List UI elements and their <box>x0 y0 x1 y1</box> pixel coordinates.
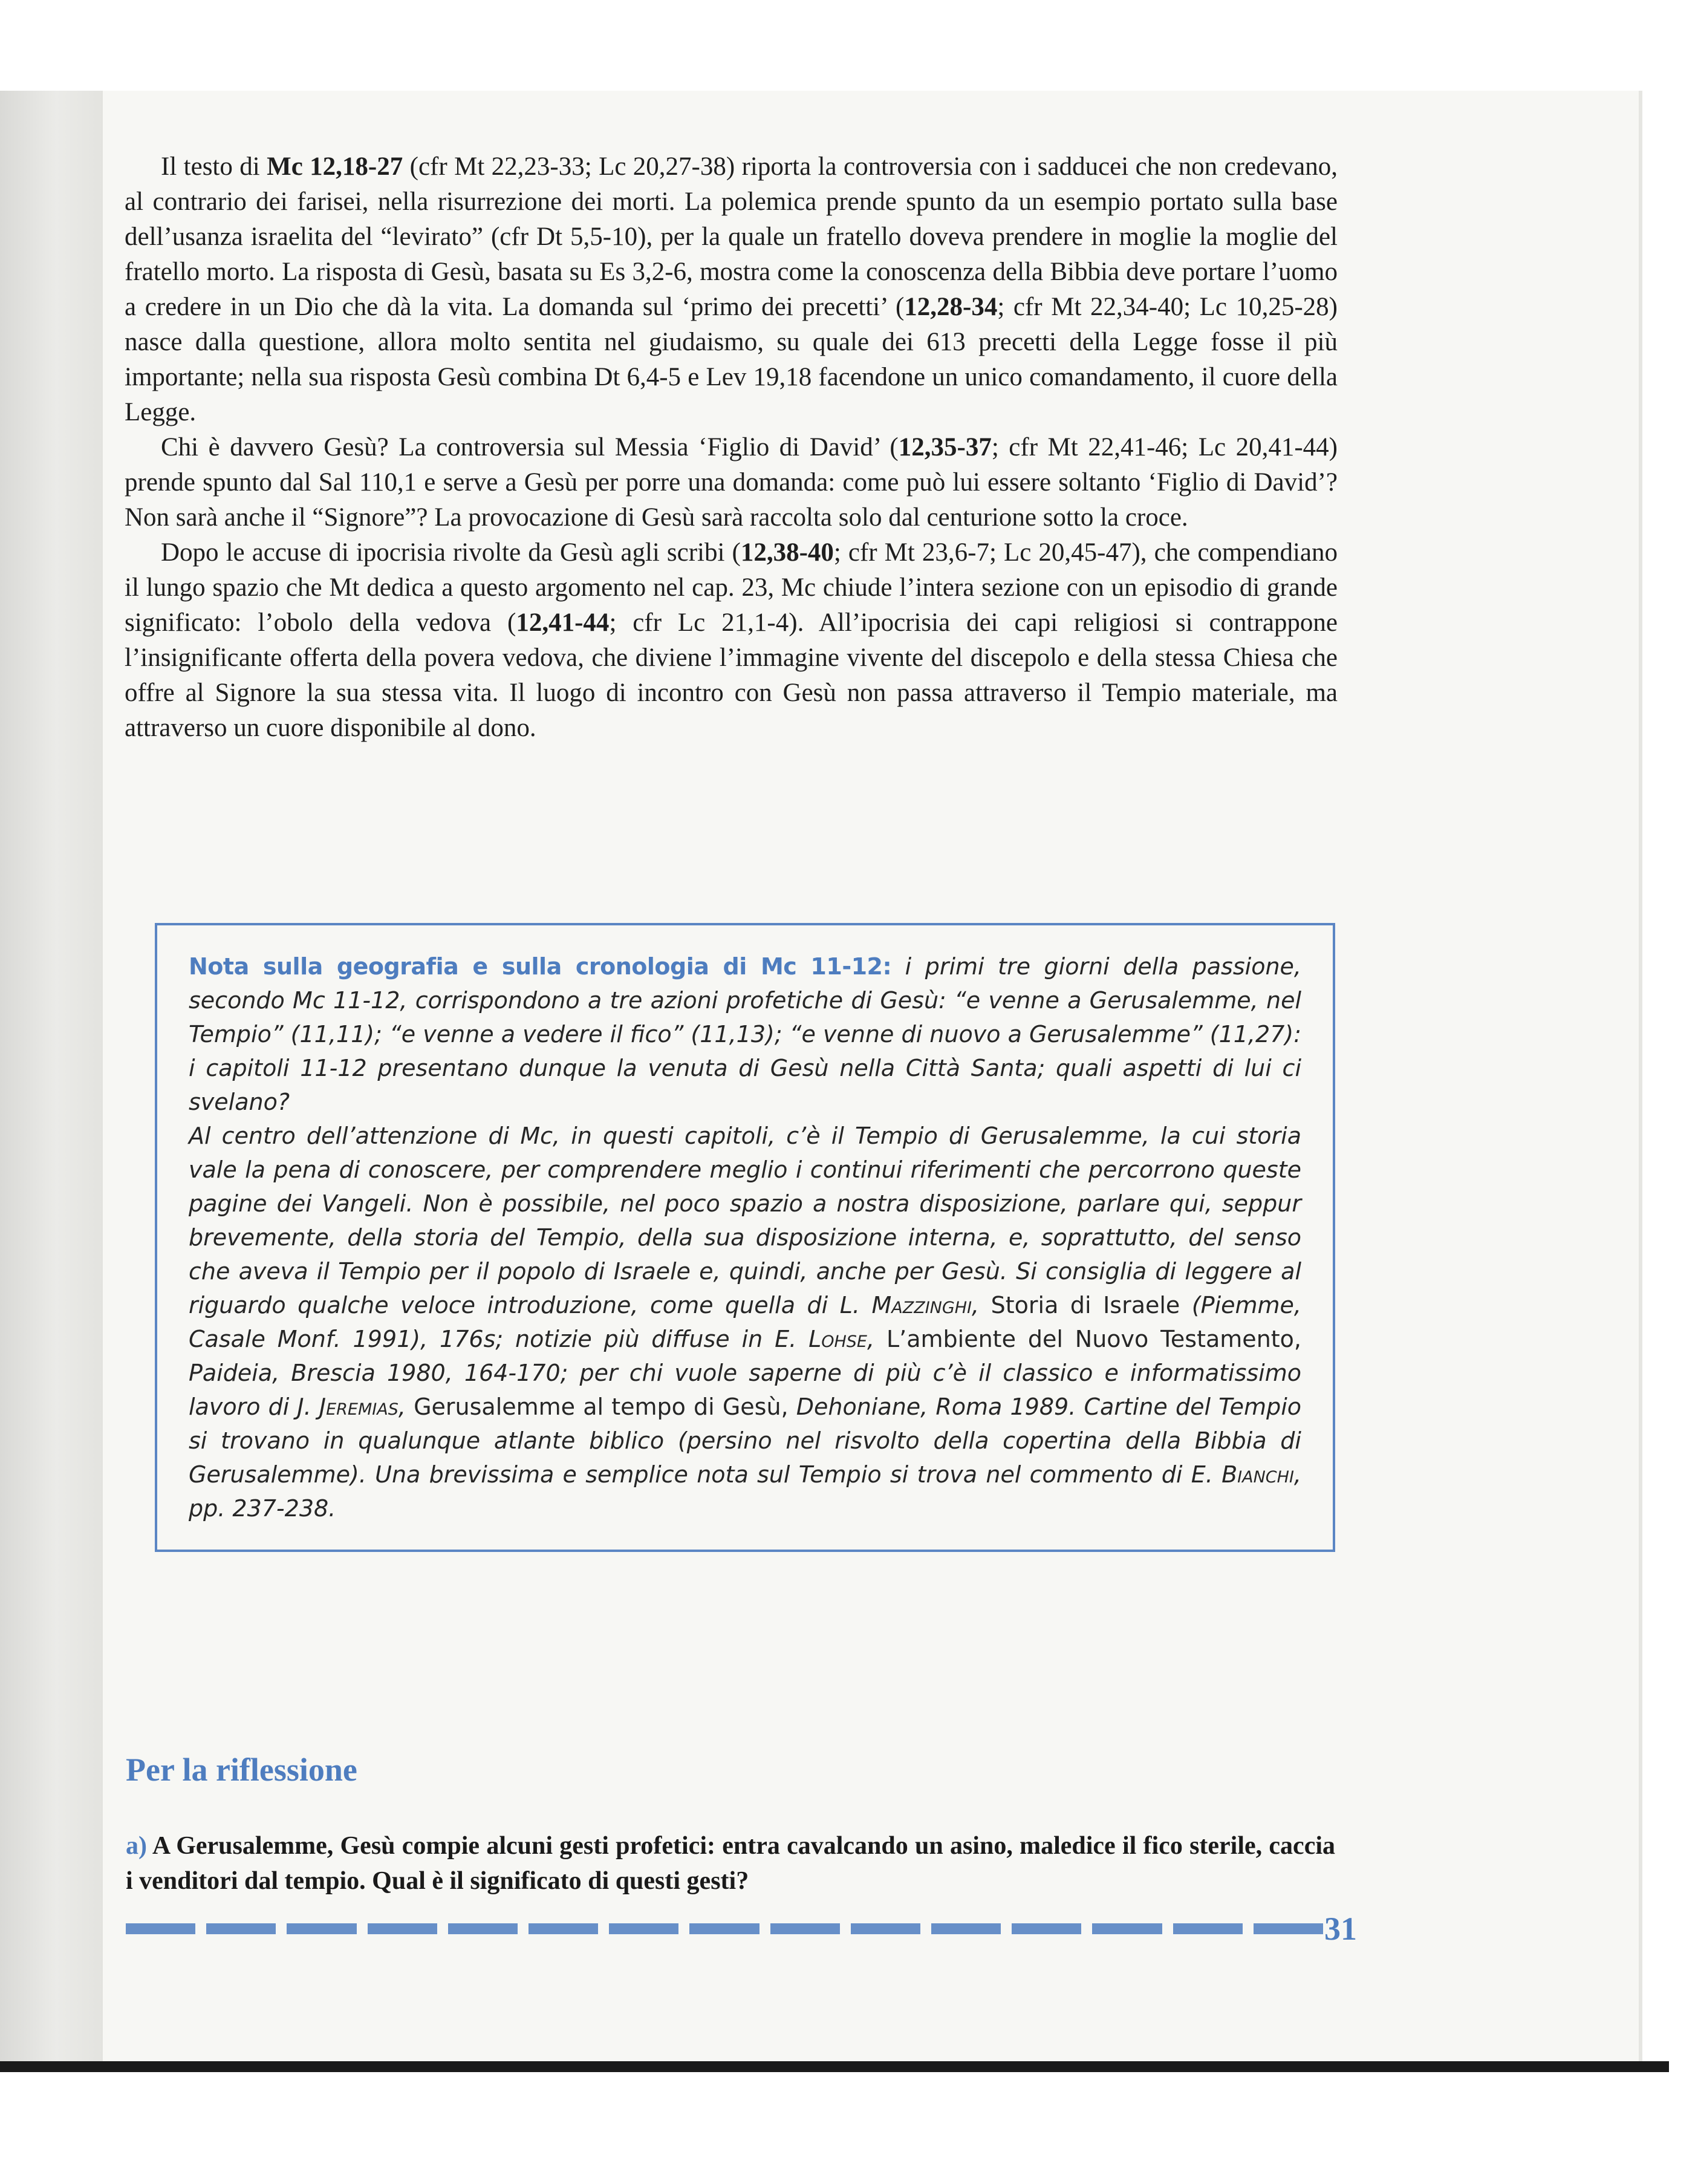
author-name: Lohse, <box>808 1326 875 1352</box>
paragraph-3 <box>125 535 1338 746</box>
page-number: 31 <box>1324 1911 1357 1947</box>
book-title: L’ambiente del Nuovo Testamento, <box>874 1326 1301 1352</box>
footer-decoration <box>126 1923 1323 1934</box>
note-paragraph-1 <box>189 950 1301 1119</box>
reflection-question <box>126 1828 1335 1899</box>
note-text: Dehoniane, Roma 1989. Cartine del Tempio si trovano in qualunque atlante biblico (persino nel risvolto della copertina della Bibbia di Gerusalemme). Una brevissima e semplice nota sul Tempio si trova nel commento di E. <box>189 1394 1302 1488</box>
question-text: A Gerusalemme, Gesù compie alcuni gesti profetici: entra cavalcando un asino, maledice il fico sterile, caccia i venditori dal tempio. Qual è il significato di questi gesti? <box>126 1832 1335 1895</box>
author-name: Jeremias, <box>319 1394 406 1420</box>
book-title: Storia di Israele <box>979 1292 1192 1319</box>
scan-bottom-shadow <box>0 2061 1669 2072</box>
body-text <box>125 149 1338 746</box>
bible-reference: 12,41-44 <box>516 608 610 637</box>
note-text: pp. 237-238. <box>189 1495 336 1522</box>
note-text: Paideia, Brescia 1980, 164-170; per chi vuole saperne di più c’è il classico e informatissimo lavoro di J. <box>189 1360 1301 1420</box>
note-paragraph-2 <box>189 1119 1301 1525</box>
text-run: ; cfr Lc 21,1-4). All’ipocrisia dei capi religiosi si contrappone l’insignificante offerta della povera vedova, che diviene l’immagine vivente del discepolo e della stessa Chiesa che offre al Signore la sua stessa vita. Il luogo di incontro con Gesù non passa attraverso il Tempio materiale, ma attraverso un cuore disponibile al dono. <box>125 608 1338 742</box>
text-run: ; cfr Mt 23,6-7; Lc 20,45-47), che compendiano il lungo spazio che Mt dedica a questo argomento nel cap. 23, Mc chiude l’intera sezione con un episodio di grande significato: l’obolo della vedova ( <box>125 538 1338 637</box>
bible-reference: 12,38-40 <box>740 538 834 567</box>
text-run: ; cfr Mt 22,41-46; Lc 20,41-44) prende spunto dal Sal 110,1 e serve a Gesù per porre una domanda: come può lui essere soltanto ‘Figlio di David’? Non sarà anche il “Signore”? La provocazione di Gesù sarà raccolta solo dal centurione sotto la croce. <box>125 433 1338 532</box>
scan-left-page-edge <box>0 91 103 2062</box>
bible-reference: 12,28-34 <box>904 293 998 321</box>
paragraph-2 <box>125 430 1338 535</box>
note-text: Al centro dell’attenzione di Mc, in questi capitoli, c’è il Tempio di Gerusalemme, la cui storia vale la pena di conoscere, per comprendere meglio i continui riferimenti che percorrono queste pagine dei Vangeli. Non è possibile, nel poco spazio a nostra disposizione, parlare qui, seppur brevemente, della storia del Tempio, della sua disposizione interna, e, soprattutto, del senso che aveva il Tempio per il popolo di Israele e, quindi, anche per Gesù. Si consiglia di leggere al riguardo qualche veloce introduzione, come quella di L. <box>189 1123 1301 1319</box>
bible-reference: 12,35-37 <box>898 433 992 461</box>
note-text: i primi tre giorni della passione, secondo Mc 11-12, corrispondono a tre azioni profetiche di Gesù: “e venne a Gerusalemme, nel Tempio” (11,11); “e venne a vedere il fico” (11,13); “e venne di nuovo a Gerusalemme” (11,27): i capitoli 11-12 presentano dunque la venuta di Gesù nella Città Santa; quali aspetti di lui ci svelano? <box>189 953 1301 1115</box>
section-title: Per la riflessione <box>126 1752 357 1788</box>
text-run: Chi è davvero Gesù? La controversia sul Messia ‘Figlio di David’ ( <box>161 433 899 461</box>
text-run: Dopo le accuse di ipocrisia rivolte da Gesù agli scribi ( <box>161 538 741 567</box>
question-letter: a) <box>126 1832 147 1860</box>
author-name: Mazzinghi, <box>871 1292 980 1319</box>
note-box <box>155 923 1335 1552</box>
text-run: (cfr Mt 22,23-33; Lc 20,27-38) riporta la controversia con i sadducei che non credevano, al contrario dei farisei, nella risurrezione dei morti. La polemica prende spunto da un esempio portato sulla base dell’usanza israelita del “levirato” (cfr Dt 5,5-10), per la quale un fratello doveva prendere in moglie la moglie del fratello morto. La risposta di Gesù, basata su Es 3,2-6, mostra come la conoscenza della Bibbia deve portare l’uomo a credere in un Dio che dà la vita. La domanda sul ‘primo dei precetti’ ( <box>125 152 1338 321</box>
author-name: Bianchi, <box>1221 1461 1301 1488</box>
text-run: Il testo di <box>161 152 267 181</box>
note-title: Nota sulla geografia e sulla cronologia di Mc 11-12: <box>189 953 892 980</box>
book-title: Gerusalemme al tempo di Gesù, <box>405 1394 796 1420</box>
note-text: (Piemme, Casale Monf. 1991), 176s; notizie più diffuse in E. <box>189 1292 1301 1352</box>
bible-reference: Mc 12,18-27 <box>267 152 403 181</box>
paragraph-1 <box>125 149 1338 430</box>
text-run: ; cfr Mt 22,34-40; Lc 10,25-28) nasce dalla questione, allora molto sentita nel giudaismo, su quale dei 613 precetti della Legge fosse il più importante; nella sua risposta Gesù combina Dt 6,4-5 e Lev 19,18 facendone un unico comandamento, il cuore della Legge. <box>125 293 1338 426</box>
